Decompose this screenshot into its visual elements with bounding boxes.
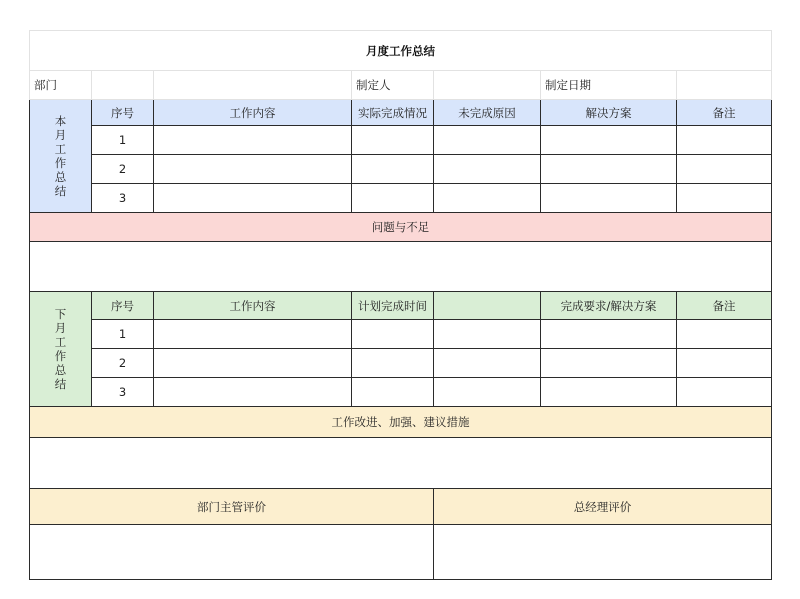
department-label: 部门 xyxy=(30,71,92,100)
gm-eval-header: 总经理评价 xyxy=(434,489,772,525)
dept-manager-eval-header: 部门主管评价 xyxy=(30,489,434,525)
next-header-planned-time: 计划完成时间 xyxy=(352,292,434,320)
table-cell[interactable] xyxy=(154,320,352,349)
next-header-work-content: 工作内容 xyxy=(154,292,352,320)
table-cell[interactable] xyxy=(677,155,772,184)
table-cell[interactable] xyxy=(434,155,541,184)
row-index: 2 xyxy=(92,155,154,184)
row-index: 3 xyxy=(92,378,154,407)
table-cell[interactable] xyxy=(677,126,772,155)
table-cell[interactable] xyxy=(541,320,677,349)
next-header-notes: 备注 xyxy=(677,292,772,320)
author-label: 制定人 xyxy=(352,71,434,100)
next-header-blank xyxy=(434,292,541,320)
page-title: 月度工作总结 xyxy=(30,31,772,71)
problems-header: 问题与不足 xyxy=(30,213,772,242)
table-cell[interactable] xyxy=(434,126,541,155)
improvements-header: 工作改进、加强、建议措施 xyxy=(30,407,772,438)
problems-content-cell[interactable] xyxy=(30,242,772,292)
table-cell[interactable] xyxy=(677,320,772,349)
table-cell[interactable] xyxy=(352,126,434,155)
table-cell[interactable] xyxy=(541,349,677,378)
row-index: 1 xyxy=(92,126,154,155)
table-cell[interactable] xyxy=(154,349,352,378)
table-cell[interactable] xyxy=(541,184,677,213)
next-month-side-label: 下 月 工 作 总 结 xyxy=(30,292,92,407)
row-index: 3 xyxy=(92,184,154,213)
table-cell[interactable] xyxy=(154,378,352,407)
header-work-content: 工作内容 xyxy=(154,100,352,126)
table-cell[interactable] xyxy=(434,349,541,378)
table-cell[interactable] xyxy=(352,320,434,349)
table-cell[interactable] xyxy=(154,184,352,213)
table-cell[interactable] xyxy=(434,184,541,213)
date-label: 制定日期 xyxy=(541,71,677,100)
table-cell[interactable] xyxy=(352,184,434,213)
summary-sheet xyxy=(29,30,772,580)
table-cell[interactable] xyxy=(541,155,677,184)
table-cell[interactable] xyxy=(434,320,541,349)
improvements-content-cell[interactable] xyxy=(30,438,772,489)
date-value-cell[interactable] xyxy=(677,71,772,100)
table-cell[interactable] xyxy=(541,126,677,155)
table-cell[interactable] xyxy=(154,126,352,155)
header-solution: 解决方案 xyxy=(541,100,677,126)
department-value-cell[interactable] xyxy=(92,71,154,100)
next-header-index: 序号 xyxy=(92,292,154,320)
table-cell[interactable] xyxy=(352,155,434,184)
table-cell[interactable] xyxy=(541,378,677,407)
this-month-side-label: 本 月 工 作 总 结 xyxy=(30,100,92,213)
department-value-cell-2[interactable] xyxy=(154,71,352,100)
table-cell[interactable] xyxy=(677,184,772,213)
next-header-requirements: 完成要求/解决方案 xyxy=(541,292,677,320)
table-cell[interactable] xyxy=(677,349,772,378)
table-cell[interactable] xyxy=(434,378,541,407)
gm-eval-cell[interactable] xyxy=(434,525,772,580)
header-actual-completion: 实际完成情况 xyxy=(352,100,434,126)
dept-manager-eval-cell[interactable] xyxy=(30,525,434,580)
row-index: 1 xyxy=(92,320,154,349)
header-notes: 备注 xyxy=(677,100,772,126)
header-incomplete-reason: 未完成原因 xyxy=(434,100,541,126)
header-index: 序号 xyxy=(92,100,154,126)
table-cell[interactable] xyxy=(677,378,772,407)
table-cell[interactable] xyxy=(352,349,434,378)
author-value-cell[interactable] xyxy=(434,71,541,100)
table-cell[interactable] xyxy=(352,378,434,407)
row-index: 2 xyxy=(92,349,154,378)
table-cell[interactable] xyxy=(154,155,352,184)
